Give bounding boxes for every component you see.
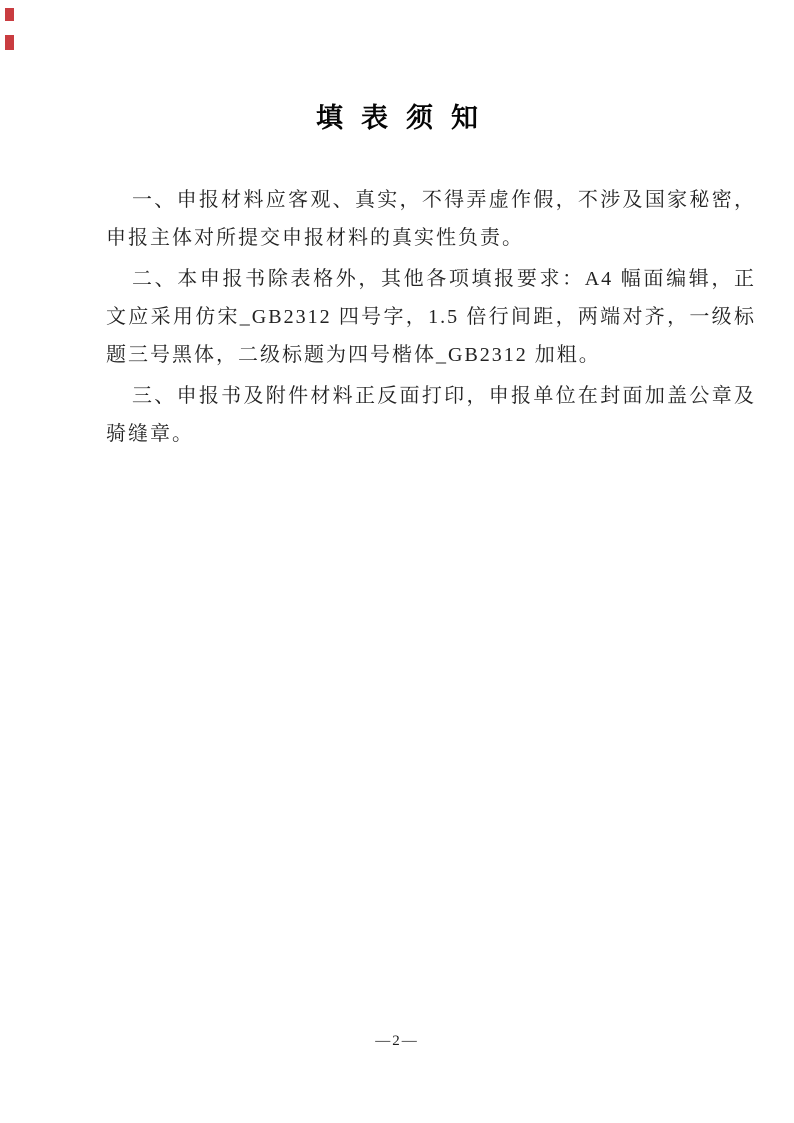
notice-paragraph-3: 三、申报书及附件材料正反面打印，申报单位在封面加盖公章及骑缝章。: [106, 385, 756, 445]
notice-paragraph-1: 一、申报材料应客观、真实，不得弄虚作假，不涉及国家秘密，申报主体对所提交申报材料的真实性负责。: [106, 189, 756, 249]
red-corner-mark-bottom: [5, 35, 14, 50]
page-title: 填表须知: [316, 103, 496, 133]
page-number: —2—: [375, 1033, 419, 1049]
red-corner-mark-top: [5, 8, 14, 21]
notice-paragraph-2: 二、本申报书除表格外，其他各项填报要求：A4 幅面编辑，正文应采用仿宋_GB2312 四号字，1.5 倍行间距，两端对齐，一级标题三号黑体，二级标题为四号楷体_GB2312 加粗。: [106, 268, 756, 366]
notice-body: [106, 181, 756, 453]
